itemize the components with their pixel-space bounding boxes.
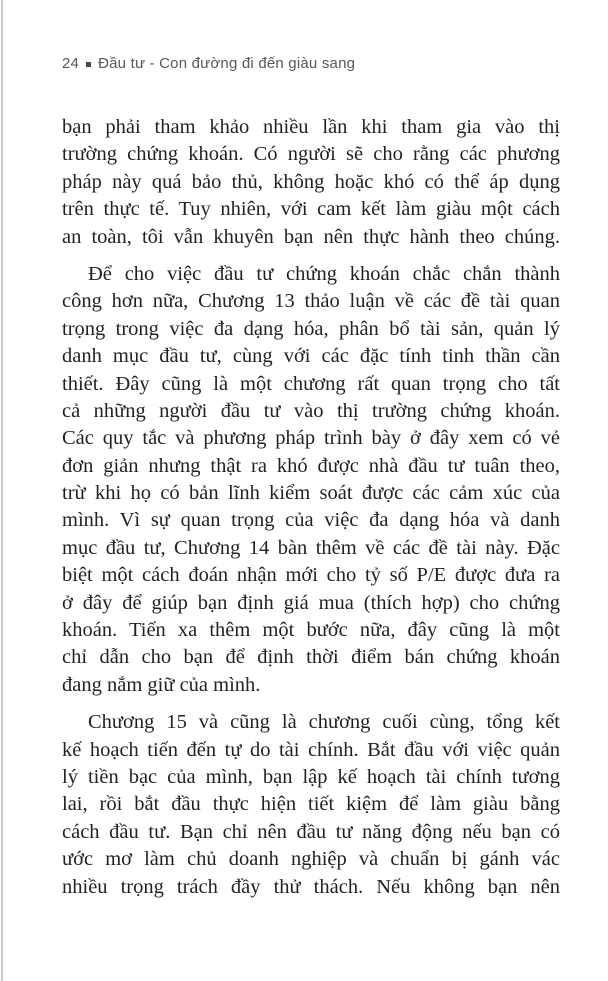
text-line: kế hoạch tiến đến tự do tài chính. Bắt đầu với việc quản bbox=[62, 738, 560, 761]
text-line: an toàn, tôi vẫn khuyên bạn nên thực hành theo chúng. bbox=[62, 225, 560, 248]
text-line: nhiều trọng trách đầy thử thách. Nếu không bạn nên bbox=[62, 875, 560, 898]
text-line: Để cho việc đầu tư chứng khoán chắc chắn thành bbox=[88, 262, 560, 285]
text-line: bạn phải tham khảo nhiều lần khi tham gia vào thị bbox=[62, 116, 560, 138]
book-title: Đầu tư - Con đường đi đến giàu sang bbox=[98, 55, 356, 72]
text-line: chỉ dẫn cho bạn để định thời điểm bán chứng khoán bbox=[62, 646, 560, 669]
text-line: mục đầu tư, Chương 14 bàn thêm về các đề tài này. Đặc bbox=[62, 536, 560, 559]
text-line: ở đây để giúp bạn định giá mua (thích hợp) cho chứng bbox=[62, 591, 560, 614]
text-line: khoán. Tiến xa thêm một bước nữa, đây cũng là một bbox=[62, 619, 560, 642]
text-line: Các quy tắc và phương pháp trình bày ở đây xem có vẻ bbox=[62, 427, 560, 450]
text-line: Chương 15 và cũng là chương cuối cùng, tổng kết bbox=[88, 711, 560, 734]
text-line: danh mục đầu tư, cùng với các đặc tính tinh thần cần bbox=[62, 345, 560, 368]
text-line: trường chứng khoán. Có người sẽ cho rằng các phương bbox=[62, 143, 560, 166]
text-line: ước mơ làm chủ doanh nghiệp và chuẩn bị gánh vác bbox=[62, 848, 560, 871]
page-body bbox=[62, 114, 560, 901]
text-line: thiết. Đây cũng là một chương rất quan trọng cho tất bbox=[62, 372, 560, 395]
text-line: lý tiền bạc của mình, bạn lập kế hoạch tài chính tương bbox=[62, 765, 560, 788]
page-number: 24 bbox=[62, 55, 80, 72]
text-line: cả những người đầu tư vào thị trường chứng khoán. bbox=[62, 399, 560, 422]
text-line: biệt một cách đoán nhận mới cho tỷ số P/E được đưa ra bbox=[62, 564, 560, 587]
text-line: mình. Vì sự quan trọng của việc đa dạng hóa và danh bbox=[62, 509, 560, 532]
paragraph bbox=[62, 114, 560, 251]
running-header bbox=[62, 55, 355, 72]
text-line: trên thực tế. Tuy nhiên, với cam kết làm giàu một cách bbox=[62, 198, 560, 221]
text-line: đơn giản nhưng thật ra khó được nhà đầu tư tuân theo, bbox=[62, 454, 560, 477]
text-line: lai, rồi bắt đầu thực hiện tiết kiệm để làm giàu bằng bbox=[62, 793, 560, 816]
text-line: cách đầu tư. Bạn chỉ nên đầu tư năng động nếu bạn có bbox=[62, 820, 560, 843]
text-line: trừ khi họ có bản lĩnh kiểm soát được các cảm xúc của bbox=[62, 482, 560, 505]
text-line: đang nắm giữ của mình. bbox=[62, 673, 261, 696]
paragraph bbox=[62, 261, 560, 699]
text-line: trọng trong việc đa dạng hóa, phân bổ tài sản, quản lý bbox=[62, 317, 560, 340]
square-bullet-icon bbox=[86, 62, 91, 67]
scan-edge-line bbox=[1, 0, 3, 981]
paragraph bbox=[62, 709, 560, 901]
text-line: pháp này quá bảo thủ, không hoặc khó có thể áp dụng bbox=[62, 170, 560, 193]
text-line: công hơn nữa, Chương 13 thảo luận về các đề tài quan bbox=[62, 290, 560, 313]
